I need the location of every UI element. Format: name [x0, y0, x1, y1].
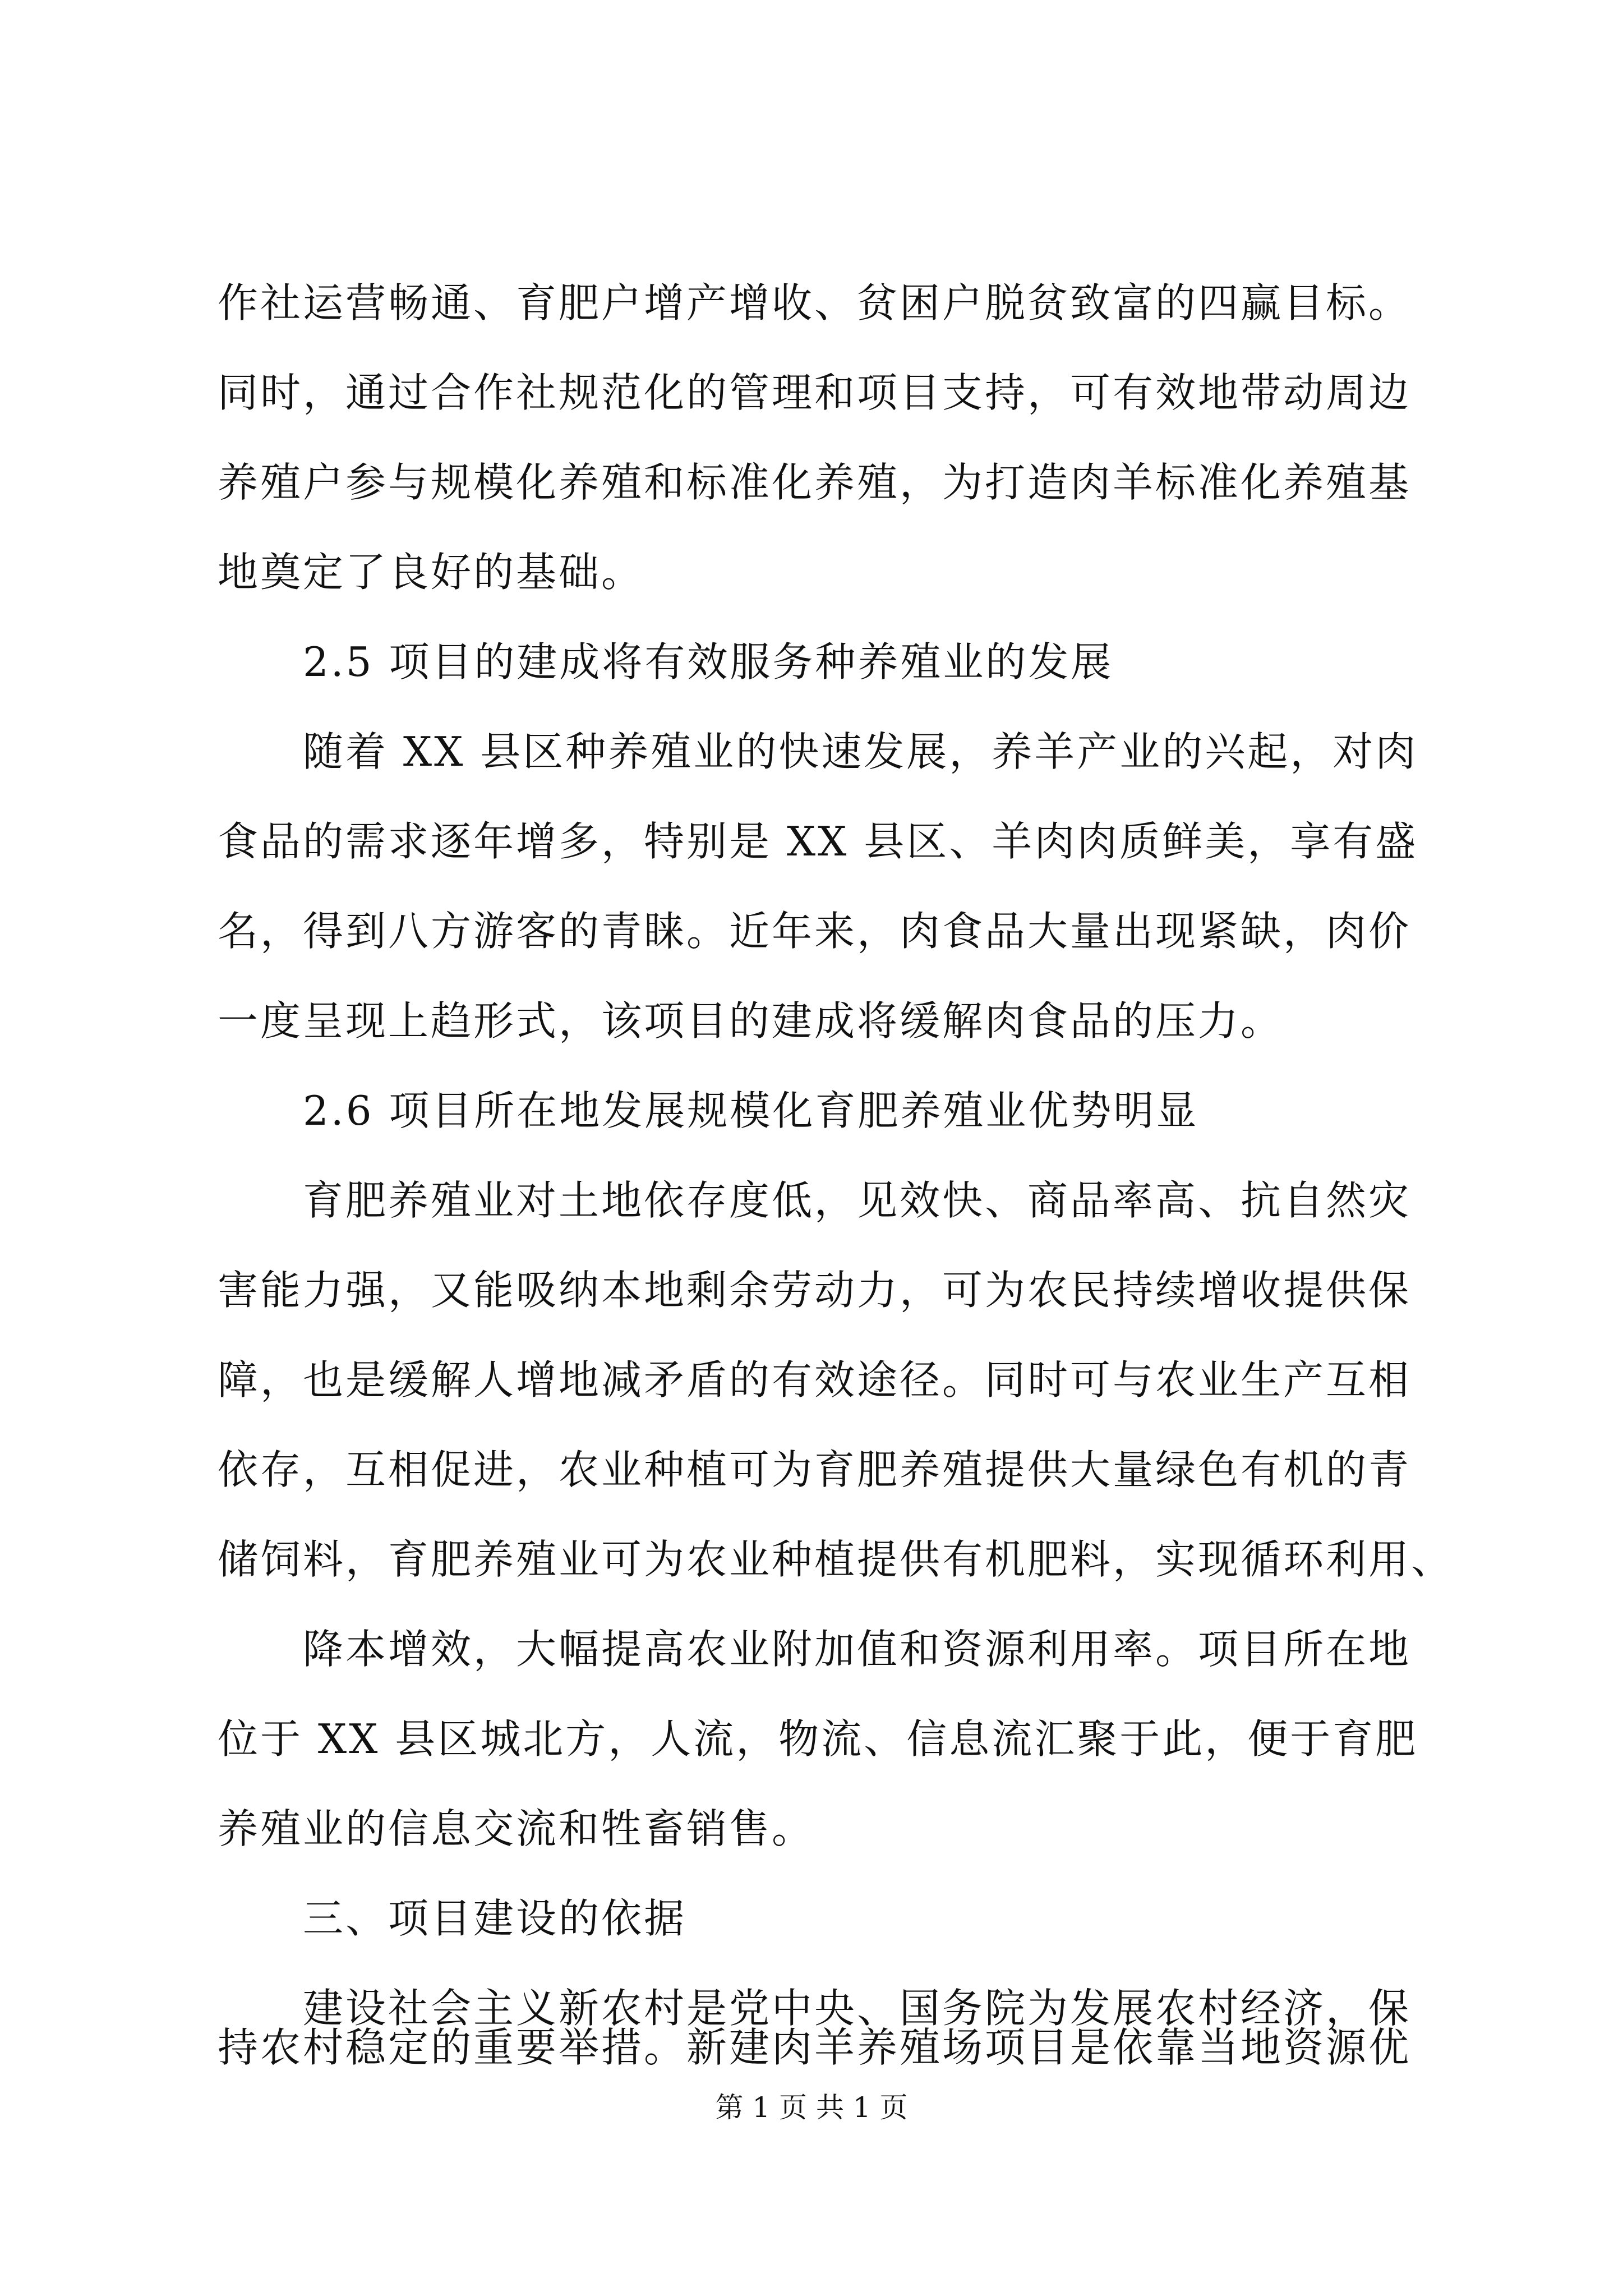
- body-line: 养殖业的信息交流和牲畜销售。: [218, 1805, 815, 1852]
- body-line: 降本增效，大幅提高农业附加值和资源利用率。项目所在地: [303, 1626, 1412, 1673]
- body-line: 名，得到八方游客的青睐。近年来，肉食品大量出现紧缺，肉价: [218, 908, 1412, 955]
- body-line: 持农村稳定的重要举措。新建肉羊养殖场项目是依靠当地资源优: [218, 2024, 1412, 2071]
- body-line: 障，也是缓解人增地减矛盾的有效途径。同时可与农业生产互相: [218, 1356, 1412, 1404]
- section-heading: 2.6 项目所在地发展规模化育肥养殖业优势明显: [303, 1087, 1199, 1134]
- body-line: 建设社会主义新农村是党中央、国务院为发展农村经济，保: [303, 1985, 1412, 2032]
- body-line: 害能力强，又能吸纳本地剩余劳动力，可为农民持续增收提供保: [218, 1267, 1412, 1314]
- body-line: 地奠定了良好的基础。: [218, 549, 644, 596]
- body-line: 育肥养殖业对土地依存度低，见效快、商品率高、抗自然灾: [303, 1177, 1412, 1224]
- body-line: 养殖户参与规模化养殖和标准化养殖，为打造肉羊标准化养殖基: [218, 459, 1412, 506]
- section-heading: 2.5 项目的建成将有效服务种养殖业的发展: [303, 638, 1114, 685]
- body-line: 依存，互相促进，农业种植可为育肥养殖提供大量绿色有机的青: [218, 1446, 1412, 1493]
- section-heading: 三、项目建设的依据: [303, 1895, 687, 1942]
- body-line: 一度呈现上趋形式，该项目的建成将缓解肉食品的压力。: [218, 997, 1284, 1045]
- body-line: 作社运营畅通、育肥户增产增收、贫困户脱贫致富的四赢目标。: [218, 279, 1412, 326]
- body-line: 储饲料，育肥养殖业可为农业种植提供有机肥料，实现循环利用、: [218, 1536, 1454, 1583]
- body-line: 同时，通过合作社规范化的管理和项目支持，可有效地带动周边: [218, 369, 1412, 416]
- body-line: 位于 XX 县区城北方，人流，物流、信息流汇聚于此，便于育肥: [218, 1715, 1418, 1763]
- body-line: 随着 XX 县区种养殖业的快速发展，养羊产业的兴起，对肉: [303, 728, 1418, 775]
- body-line: 食品的需求逐年增多，特别是 XX 县区、羊肉肉质鲜美，享有盛: [218, 818, 1418, 865]
- page-footer: 第 1 页 共 1 页: [715, 2091, 908, 2124]
